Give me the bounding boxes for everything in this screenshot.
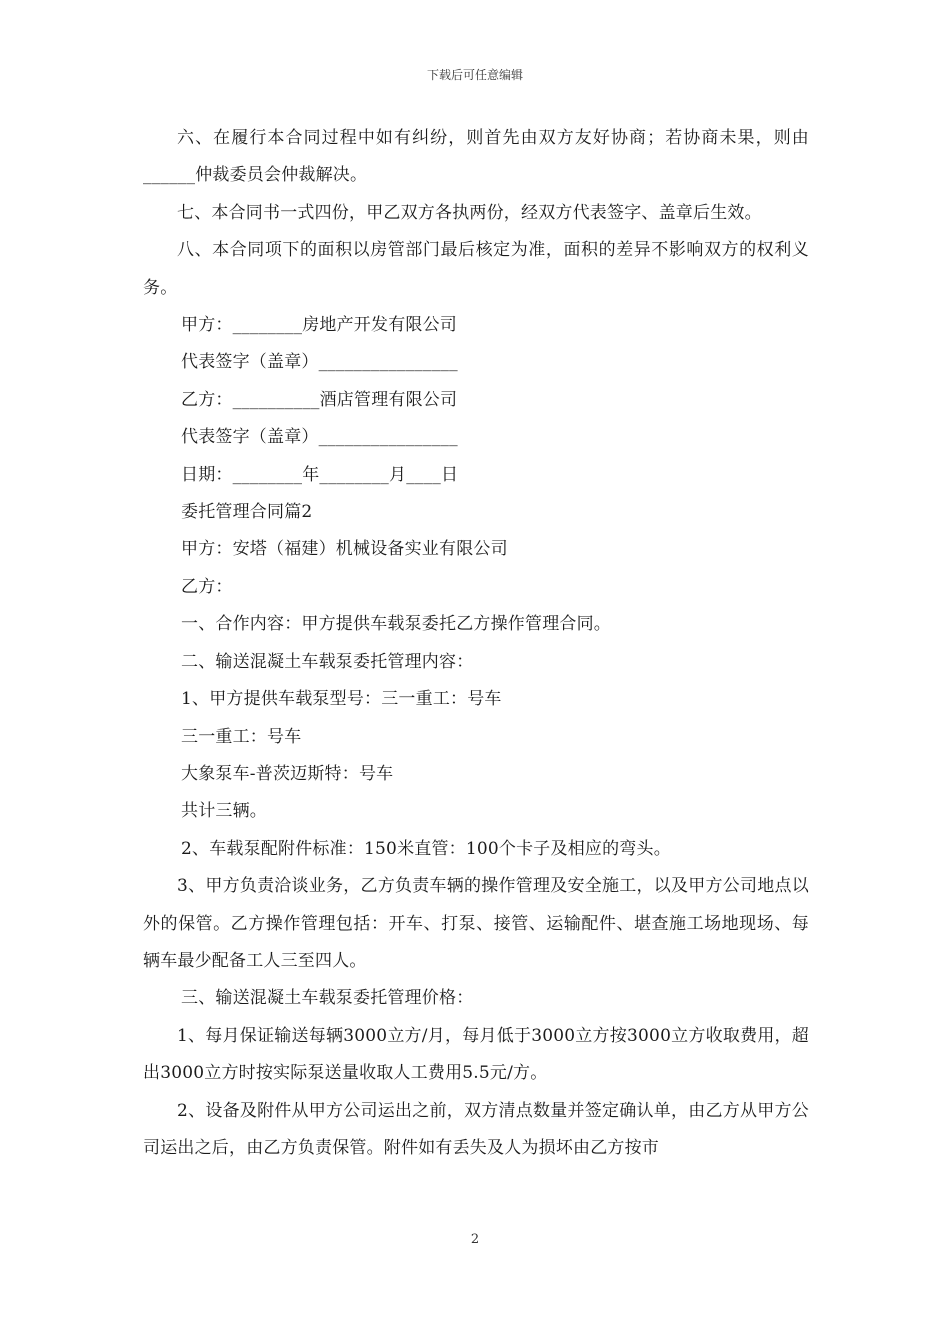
item-3-2: 2、设备及附件从甲方公司运出之前，双方清点数量并签定确认单，由乙方从甲方公司运出之后，由乙方负责保管。附件如有丢失及人为损坏由乙方按市: [143, 1100, 809, 1158]
clause-8: 八、本合同项下的面积以房管部门最后核定为准，面积的差异不影响双方的权利义务。: [143, 240, 809, 298]
contract-2-party-a: 甲方：安塔（福建）机械设备实业有限公司: [181, 539, 508, 560]
section-2-title: 二、输送混凝土车载泵委托管理内容：: [181, 651, 474, 672]
section-3-title: 三、输送混凝土车载泵委托管理价格：: [181, 988, 474, 1009]
document-body: [143, 120, 809, 1167]
contract-2-title: 委托管理合同篇2: [181, 502, 313, 523]
item-2-1: 1、甲方提供车载泵型号：三一重工：号车: [181, 689, 502, 710]
item-3-1: 1、每月保证输送每辆3000立方/月，每月低于3000立方按3000立方收取费用，超出3000立方时按实际泵送量收取人工费用5.5元/方。: [143, 1025, 809, 1084]
party-b-line: 乙方：__________酒店管理有限公司: [181, 389, 458, 410]
contract-2-party-b: 乙方：: [181, 576, 233, 597]
clause-7: 七、本合同书一式四份，甲乙双方各执两份，经双方代表签字、盖章后生效。: [177, 202, 762, 223]
item-2-3: 3、甲方负责洽谈业务，乙方负责车辆的操作管理及安全施工，以及甲方公司地点以外的保管。乙方操作管理包括：开车、打泵、接管、运输配件、堪查施工场地现场、每辆车最少配备工人三至四人。: [143, 876, 809, 971]
item-2-1-vehicle-2: 三一重工：号车: [181, 726, 302, 747]
clause-6: 六、在履行本合同过程中如有纠纷，则首先由双方友好协商；若协商未果，则由______仲裁委员会仲裁解决。: [143, 128, 809, 186]
party-b-signature-line: 代表签字（盖章）________________: [181, 427, 458, 448]
item-2-2: 2、车载泵配附件标准：150米直管：100个卡子及相应的弯头。: [181, 838, 671, 859]
item-2-1-vehicle-3: 大象泵车-普茨迈斯特：号车: [181, 763, 394, 784]
page-number: 2: [470, 1232, 480, 1247]
item-2-1-total: 共计三辆。: [181, 801, 267, 822]
date-line: 日期：________年________月____日: [181, 464, 459, 485]
section-1-cooperation: 一、合作内容：甲方提供车载泵委托乙方操作管理合同。: [181, 614, 611, 635]
party-a-line: 甲方：________房地产开发有限公司: [181, 315, 457, 336]
page-header: 下载后可任意编辑: [426, 68, 523, 82]
party-a-signature-line: 代表签字（盖章）________________: [181, 352, 458, 373]
